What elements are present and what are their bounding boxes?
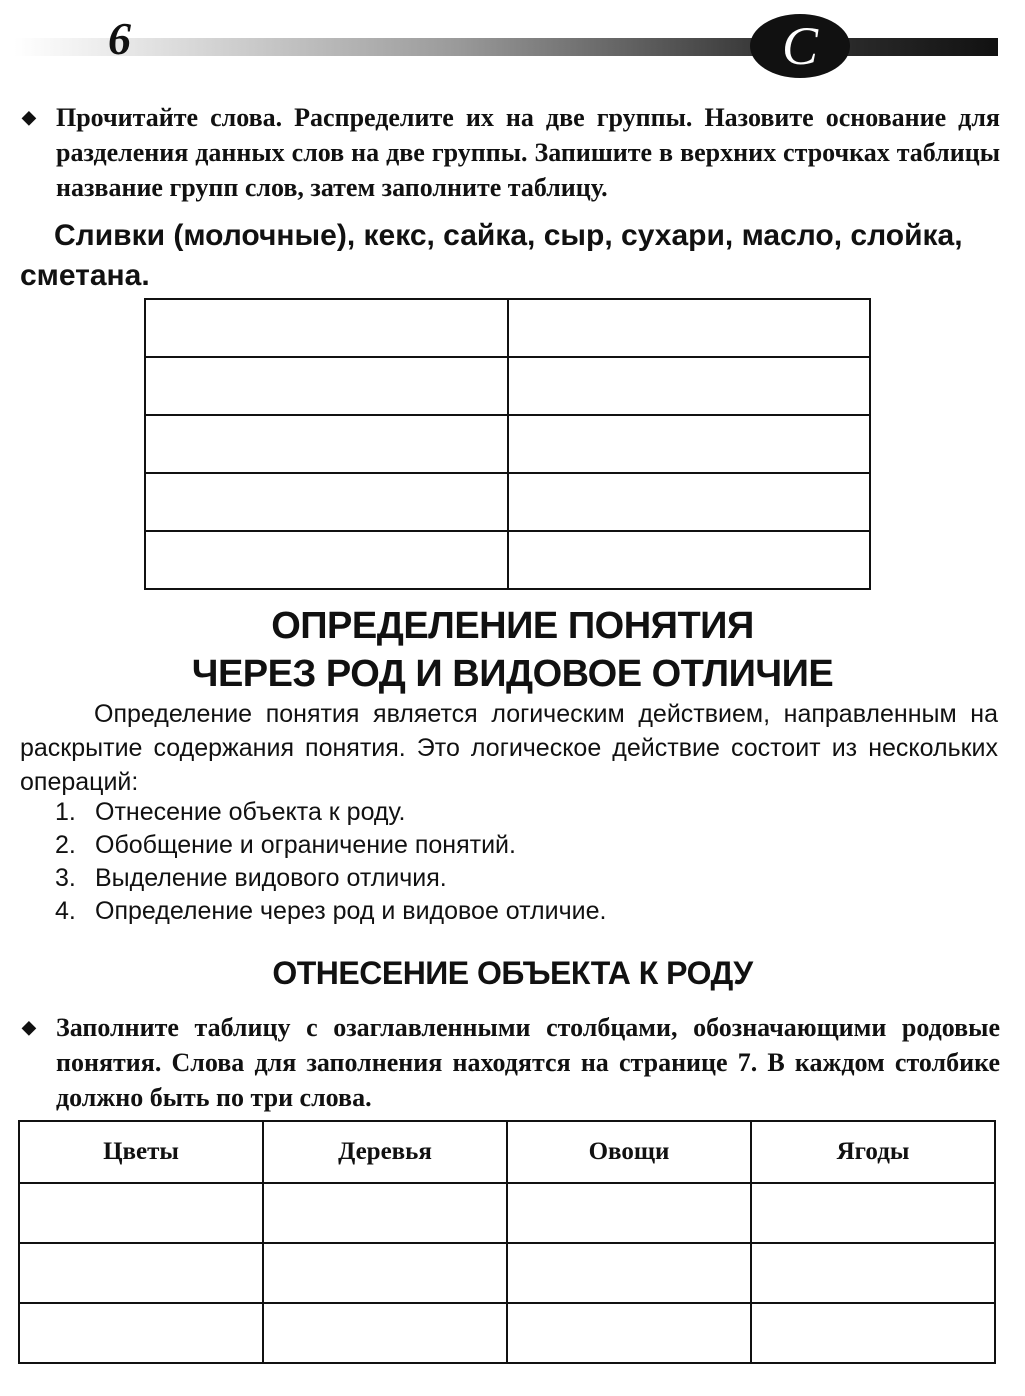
table-cell[interactable]: [508, 415, 871, 473]
table-cell[interactable]: [145, 473, 508, 531]
table-cell[interactable]: [508, 299, 871, 357]
list-number: 3.: [55, 864, 76, 892]
table-cell[interactable]: [263, 1183, 507, 1243]
table-row: [19, 1303, 995, 1363]
table-cell[interactable]: [19, 1303, 263, 1363]
logo-badge: [750, 14, 850, 78]
title-line-2: ЧЕРЕЗ РОД И ВИДОВОЕ ОТЛИЧИЕ: [191, 653, 834, 695]
section-title-category: ОТНЕСЕНИЕ ОБЪЕКТА К РОДУ: [272, 955, 753, 991]
table-cell[interactable]: [507, 1243, 751, 1303]
table-header-row: [19, 1121, 995, 1183]
list-item: [55, 796, 606, 829]
table-cell[interactable]: [508, 357, 871, 415]
groups-table: [144, 298, 871, 590]
page-number: 6: [108, 13, 131, 64]
table-cell[interactable]: [751, 1183, 995, 1243]
task-instruction-2: [22, 1010, 1000, 1115]
table-cell[interactable]: [508, 531, 871, 589]
table-cell[interactable]: [145, 357, 508, 415]
table-cell[interactable]: [751, 1243, 995, 1303]
table-cell[interactable]: [263, 1303, 507, 1363]
table-row: [145, 357, 870, 415]
list-number: 4.: [55, 897, 76, 925]
steps-list: [55, 796, 606, 928]
table-cell[interactable]: [19, 1183, 263, 1243]
table-row: [145, 299, 870, 357]
list-item: [55, 862, 606, 895]
table-row: [145, 473, 870, 531]
table-cell[interactable]: [263, 1243, 507, 1303]
list-text: Отнесение объекта к роду.: [95, 798, 406, 826]
list-text: Обобщение и ограничение понятий.: [95, 831, 516, 859]
table-cell[interactable]: [507, 1183, 751, 1243]
table-row: [19, 1243, 995, 1303]
table-row: [19, 1183, 995, 1243]
column-header-berries: Ягоды: [751, 1121, 995, 1183]
word-list: Сливки (молочные), кекс, сайка, сыр, сухари, масло, слойка, сметана.: [20, 219, 963, 292]
table-cell[interactable]: [145, 299, 508, 357]
list-item: [55, 895, 606, 928]
title-line-1: ОПРЕДЕЛЕНИЕ ПОНЯТИЯ: [271, 605, 754, 647]
table-cell[interactable]: [751, 1303, 995, 1363]
section-title-definition: [0, 602, 1025, 698]
list-number: 2.: [55, 831, 76, 859]
task-1-text: Прочитайте слова. Распределите их на две группы. Назовите основание для разделения данных слов на две группы. Запишите в верхних строчках таблицы название групп слов, затем заполните таблицу.: [56, 103, 1000, 202]
diamond-bullet-icon: ◆: [22, 107, 36, 127]
categories-table: [18, 1120, 996, 1364]
column-header-trees: Деревья: [263, 1121, 507, 1183]
header-band: [14, 38, 998, 56]
table-cell[interactable]: [145, 531, 508, 589]
task-2-text: Заполните таблицу с озаглавленными столбцами, обозначающими родовые понятия. Слова для заполнения находятся на странице 7. В каждом столбике должно быть по три слова.: [56, 1013, 1000, 1112]
table-cell[interactable]: [145, 415, 508, 473]
column-header-flowers: Цветы: [19, 1121, 263, 1183]
list-item: [55, 829, 606, 862]
diamond-bullet-icon: ◆: [22, 1017, 36, 1037]
list-number: 1.: [55, 798, 76, 826]
logo-letter: C: [781, 16, 819, 76]
definition-paragraph: Определение понятия является логическим действием, направленным на раскрытие содержания понятия. Это логическое действие состоит из нескольких операций:: [20, 700, 998, 796]
task-instruction-1: [22, 100, 1000, 205]
table-row: [145, 531, 870, 589]
table-cell[interactable]: [507, 1303, 751, 1363]
list-text: Определение через род и видовое отличие.: [95, 897, 607, 925]
table-row: [145, 415, 870, 473]
table-cell[interactable]: [19, 1243, 263, 1303]
table-cell[interactable]: [508, 473, 871, 531]
column-header-vegetables: Овощи: [507, 1121, 751, 1183]
list-text: Выделение видового отличия.: [95, 864, 447, 892]
